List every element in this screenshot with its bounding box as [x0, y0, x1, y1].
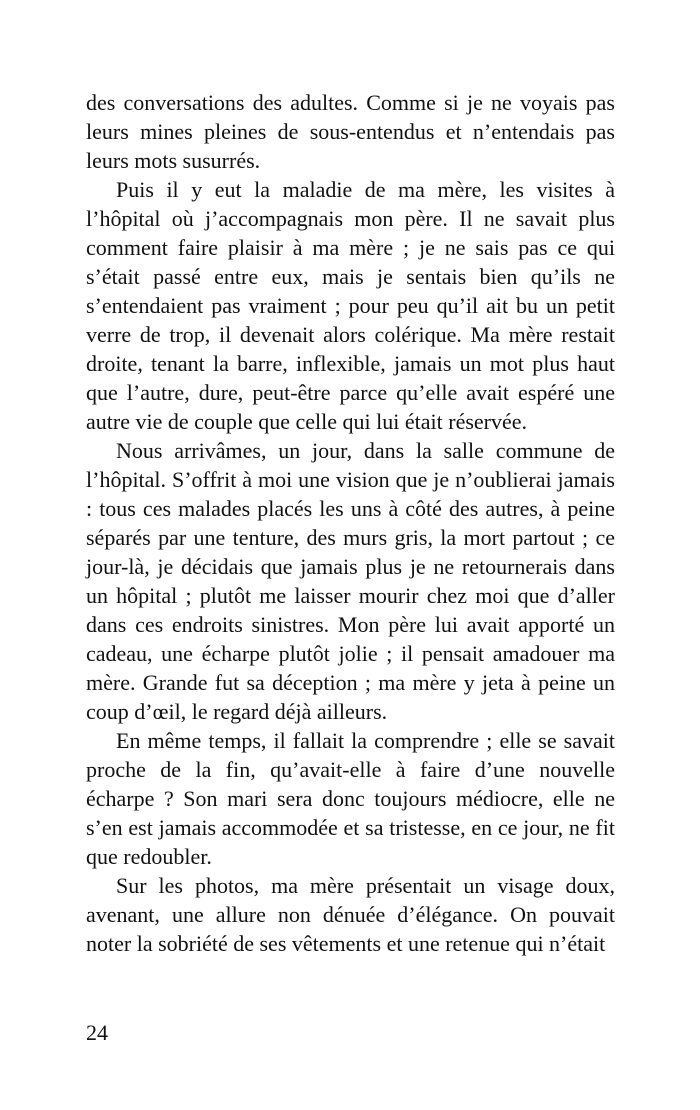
page-body: [86, 88, 615, 958]
paragraph-photos: Sur les photos, ma mère présentait un visage doux, avenant, une allure non dénuée d’élégance. On pouvait noter la sobriété de ses vêtements et une retenue qui n’était: [86, 873, 615, 956]
paragraph-continuation: des conversations des adultes. Comme si je ne voyais pas leurs mines pleines de sous-entendus et n’entendais pas leurs mots susurrés.: [86, 90, 615, 173]
paragraph-hospital-visits: Puis il y eut la maladie de ma mère, les visites à l’hôpital où j’accompagnais mon père. Il ne savait plus comment faire plaisir à ma mère ; je ne sais pas ce qui s’était passé entre eux, mais je sentais bien qu’ils ne s’entendaient pas vraiment ; pour peu qu’il ait bu un petit verre de trop, il devenait alors colérique. Ma mère restait droite, tenant la barre, inflexible, jamais un mot plus haut que l’autre, dure, peut-être parce qu’elle avait espéré une autre vie de couple que celle qui lui était réservée.: [86, 177, 615, 434]
page-number: 24: [86, 1020, 108, 1045]
paragraph-common-ward: Nous arrivâmes, un jour, dans la salle commune de l’hôpital. S’offrit à moi une vision que je n’oublierai jamais : tous ces malades placés les uns à côté des autres, à peine séparés par une tenture, des murs gris, la mort partout ; ce jour-là, je décidais que jamais plus je ne retournerais dans un hôpital ; plutôt me laisser mourir chez moi que d’aller dans ces endroits sinistres. Mon père lui avait apporté un cadeau, une écharpe plutôt jolie ; il pensait amadouer ma mère. Grande fut sa déception ; ma mère y jeta à peine un coup d’œil, le regard déjà ailleurs.: [86, 438, 615, 724]
paragraph-understanding: En même temps, il fallait la comprendre ; elle se savait proche de la fin, qu’avait-elle à faire d’une nouvelle écharpe ? Son mari sera donc toujours médiocre, elle ne s’en est jamais accommodée et sa tristesse, en ce jour, ne fit que redoubler.: [86, 728, 615, 869]
